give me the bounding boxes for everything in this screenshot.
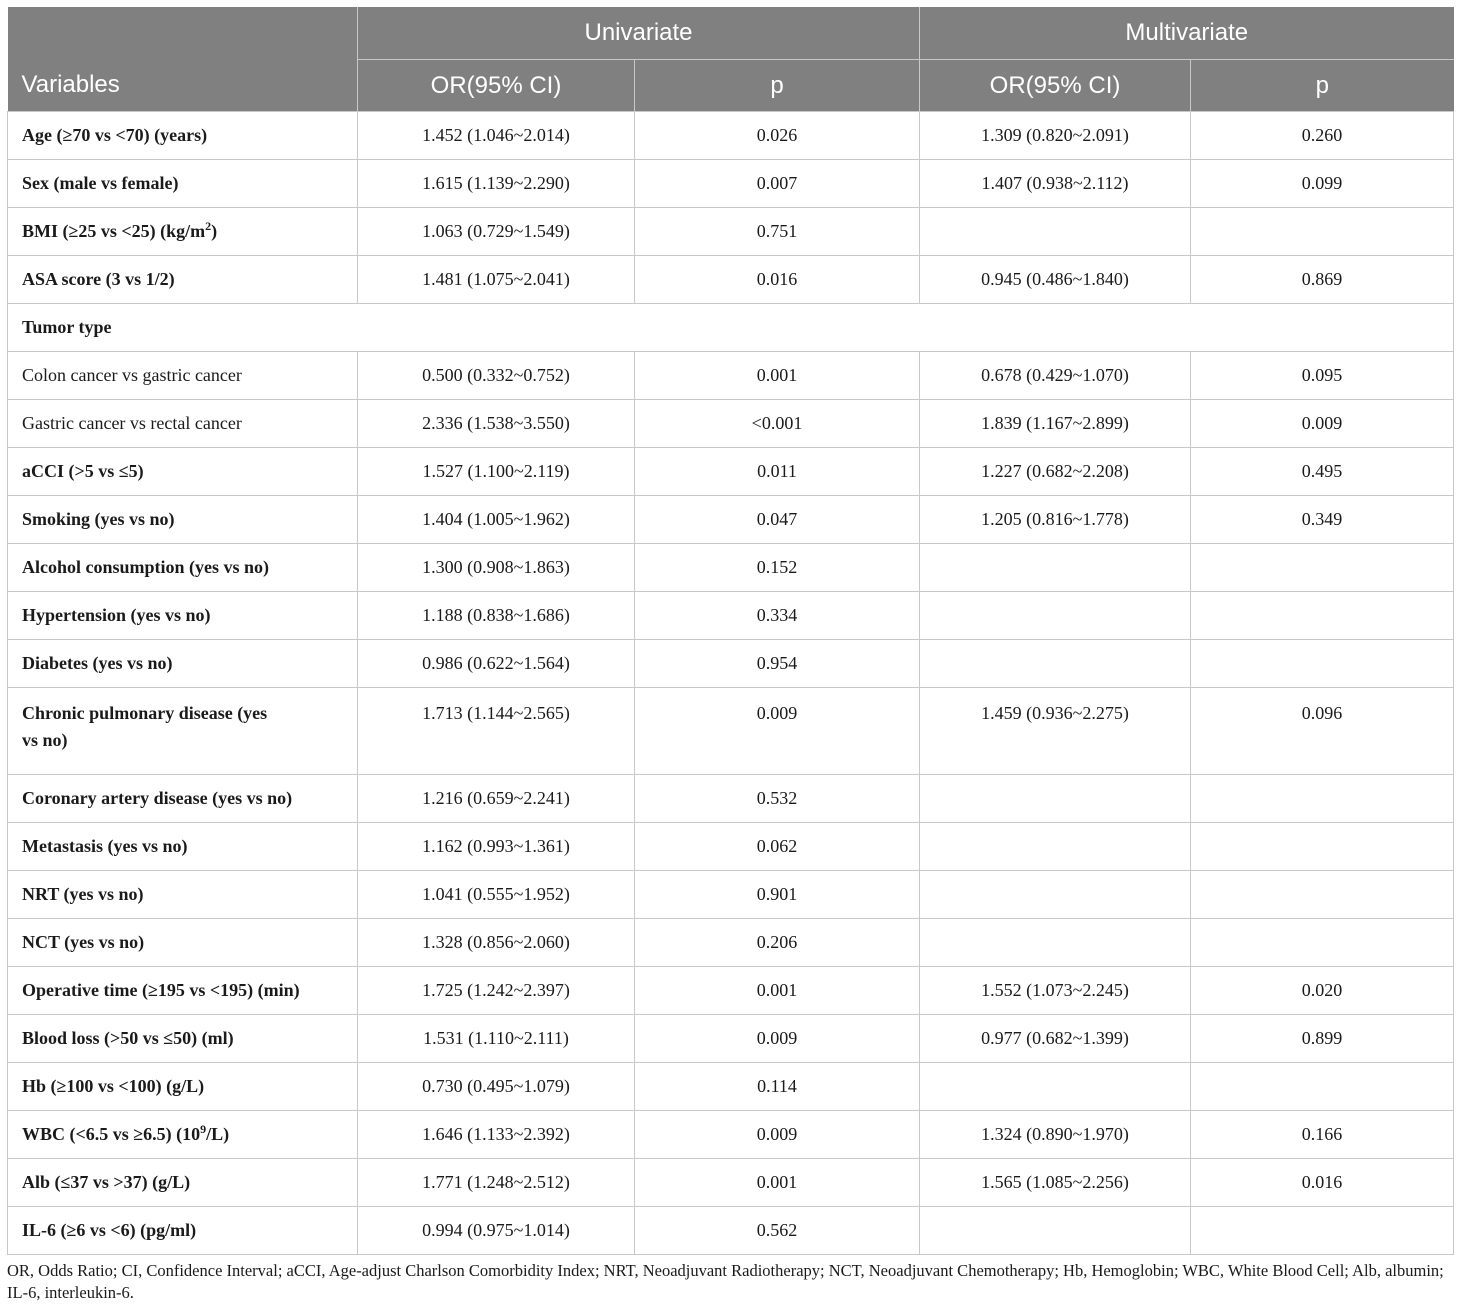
header-univariate-or: OR(95% CI) bbox=[358, 60, 635, 112]
multivariate-or: 1.205 (0.816~1.778) bbox=[920, 496, 1191, 544]
multivariate-p: 0.349 bbox=[1191, 496, 1454, 544]
row-label: aCCI (>5 vs ≤5) bbox=[8, 448, 358, 496]
multivariate-or: 1.407 (0.938~2.112) bbox=[920, 160, 1191, 208]
row-label bbox=[8, 1111, 358, 1159]
row-label-suffix: ) bbox=[211, 221, 218, 241]
row-label: Gastric cancer vs rectal cancer bbox=[8, 400, 358, 448]
multivariate-or: 1.552 (1.073~2.245) bbox=[920, 967, 1191, 1015]
univariate-p: 0.901 bbox=[635, 871, 920, 919]
row-label-line2: vs no) bbox=[22, 730, 68, 750]
multivariate-or bbox=[920, 871, 1191, 919]
row-label-text: BMI (≥25 vs <25) (kg/m bbox=[22, 221, 206, 241]
multivariate-or: 1.227 (0.682~2.208) bbox=[920, 448, 1191, 496]
multivariate-p bbox=[1191, 871, 1454, 919]
univariate-p: 0.206 bbox=[635, 919, 920, 967]
univariate-p: 0.954 bbox=[635, 640, 920, 688]
multivariate-or bbox=[920, 544, 1191, 592]
univariate-p: 0.001 bbox=[635, 352, 920, 400]
univariate-or: 1.527 (1.100~2.119) bbox=[358, 448, 635, 496]
row-label: Hypertension (yes vs no) bbox=[8, 592, 358, 640]
multivariate-p bbox=[1191, 1063, 1454, 1111]
multivariate-or bbox=[920, 208, 1191, 256]
univariate-p: 0.009 bbox=[635, 1015, 920, 1063]
row-label: Blood loss (>50 vs ≤50) (ml) bbox=[8, 1015, 358, 1063]
univariate-or: 0.986 (0.622~1.564) bbox=[358, 640, 635, 688]
table-row bbox=[8, 640, 1454, 688]
univariate-or: 1.713 (1.144~2.565) bbox=[358, 688, 635, 775]
multivariate-p: 0.099 bbox=[1191, 160, 1454, 208]
row-label: Coronary artery disease (yes vs no) bbox=[8, 775, 358, 823]
multivariate-p bbox=[1191, 544, 1454, 592]
univariate-p: 0.016 bbox=[635, 256, 920, 304]
univariate-p: <0.001 bbox=[635, 400, 920, 448]
table-row bbox=[8, 775, 1454, 823]
univariate-p: 0.047 bbox=[635, 496, 920, 544]
row-label: NCT (yes vs no) bbox=[8, 919, 358, 967]
multivariate-or: 1.309 (0.820~2.091) bbox=[920, 112, 1191, 160]
univariate-p: 0.001 bbox=[635, 1159, 920, 1207]
univariate-p: 0.026 bbox=[635, 112, 920, 160]
row-label: Hb (≥100 vs <100) (g/L) bbox=[8, 1063, 358, 1111]
multivariate-p: 0.096 bbox=[1191, 688, 1454, 775]
multivariate-or: 1.839 (1.167~2.899) bbox=[920, 400, 1191, 448]
multivariate-p bbox=[1191, 1207, 1454, 1255]
table-body bbox=[8, 112, 1454, 1255]
row-label: Age (≥70 vs <70) (years) bbox=[8, 112, 358, 160]
univariate-or: 1.615 (1.139~2.290) bbox=[358, 160, 635, 208]
row-label-suffix: /L) bbox=[206, 1124, 230, 1144]
table-row bbox=[8, 544, 1454, 592]
row-label: Metastasis (yes vs no) bbox=[8, 823, 358, 871]
multivariate-p: 0.016 bbox=[1191, 1159, 1454, 1207]
table-row bbox=[8, 1159, 1454, 1207]
multivariate-p: 0.009 bbox=[1191, 400, 1454, 448]
univariate-or: 1.725 (1.242~2.397) bbox=[358, 967, 635, 1015]
table-row bbox=[8, 160, 1454, 208]
univariate-p: 0.114 bbox=[635, 1063, 920, 1111]
univariate-or: 1.041 (0.555~1.952) bbox=[358, 871, 635, 919]
row-label-line1: Chronic pulmonary disease (yes bbox=[22, 703, 268, 723]
table-row bbox=[8, 1015, 1454, 1063]
table-row bbox=[8, 919, 1454, 967]
multivariate-or bbox=[920, 775, 1191, 823]
univariate-p: 0.009 bbox=[635, 688, 920, 775]
multivariate-or bbox=[920, 640, 1191, 688]
multivariate-or bbox=[920, 1063, 1191, 1111]
section-label-tumor-type: Tumor type bbox=[8, 304, 1454, 352]
multivariate-p: 0.899 bbox=[1191, 1015, 1454, 1063]
header-univariate: Univariate bbox=[358, 7, 920, 60]
table-footnote: OR, Odds Ratio; CI, Confidence Interval; aCCI, Age-adjust Charlson Comorbidity Index; NRT, Neoadjuvant Radiotherapy; NCT, Neoadjuvant Chemotherapy; Hb, Hemoglobin; WBC, White Blood Cell; Alb, albumin; IL-6, interleukin-6. bbox=[7, 1261, 1444, 1302]
multivariate-or bbox=[920, 1207, 1191, 1255]
multivariate-p bbox=[1191, 208, 1454, 256]
multivariate-or bbox=[920, 592, 1191, 640]
multivariate-p: 0.166 bbox=[1191, 1111, 1454, 1159]
table-row bbox=[8, 1207, 1454, 1255]
univariate-or: 0.500 (0.332~0.752) bbox=[358, 352, 635, 400]
univariate-or: 2.336 (1.538~3.550) bbox=[358, 400, 635, 448]
row-label: Sex (male vs female) bbox=[8, 160, 358, 208]
table-row bbox=[8, 1111, 1454, 1159]
multivariate-or: 1.565 (1.085~2.256) bbox=[920, 1159, 1191, 1207]
row-label-text: WBC (<6.5 vs ≥6.5) (10 bbox=[22, 1124, 201, 1144]
regression-table bbox=[7, 7, 1454, 1255]
multivariate-p bbox=[1191, 823, 1454, 871]
row-label: Alcohol consumption (yes vs no) bbox=[8, 544, 358, 592]
univariate-p: 0.001 bbox=[635, 967, 920, 1015]
row-label bbox=[8, 688, 358, 775]
row-label: ASA score (3 vs 1/2) bbox=[8, 256, 358, 304]
multivariate-p: 0.260 bbox=[1191, 112, 1454, 160]
row-label: Alb (≤37 vs >37) (g/L) bbox=[8, 1159, 358, 1207]
univariate-or: 1.162 (0.993~1.361) bbox=[358, 823, 635, 871]
row-label: Operative time (≥195 vs <195) (min) bbox=[8, 967, 358, 1015]
row-label: Diabetes (yes vs no) bbox=[8, 640, 358, 688]
table-row bbox=[8, 688, 1454, 775]
row-label: Smoking (yes vs no) bbox=[8, 496, 358, 544]
table-row bbox=[8, 448, 1454, 496]
multivariate-p: 0.095 bbox=[1191, 352, 1454, 400]
regression-table-container bbox=[7, 7, 1453, 1255]
univariate-p: 0.562 bbox=[635, 1207, 920, 1255]
univariate-or: 1.188 (0.838~1.686) bbox=[358, 592, 635, 640]
multivariate-p bbox=[1191, 592, 1454, 640]
multivariate-p: 0.495 bbox=[1191, 448, 1454, 496]
header-univariate-p: p bbox=[635, 60, 920, 112]
multivariate-p bbox=[1191, 919, 1454, 967]
multivariate-or: 1.459 (0.936~2.275) bbox=[920, 688, 1191, 775]
row-label: NRT (yes vs no) bbox=[8, 871, 358, 919]
univariate-or: 1.771 (1.248~2.512) bbox=[358, 1159, 635, 1207]
univariate-or: 1.404 (1.005~1.962) bbox=[358, 496, 635, 544]
univariate-p: 0.751 bbox=[635, 208, 920, 256]
table-row bbox=[8, 352, 1454, 400]
header-multivariate-or: OR(95% CI) bbox=[920, 60, 1191, 112]
univariate-or: 1.063 (0.729~1.549) bbox=[358, 208, 635, 256]
table-row bbox=[8, 967, 1454, 1015]
multivariate-or: 0.678 (0.429~1.070) bbox=[920, 352, 1191, 400]
univariate-or: 1.646 (1.133~2.392) bbox=[358, 1111, 635, 1159]
univariate-or: 0.730 (0.495~1.079) bbox=[358, 1063, 635, 1111]
header-variables: Variables bbox=[8, 7, 358, 112]
univariate-p: 0.152 bbox=[635, 544, 920, 592]
univariate-or: 0.994 (0.975~1.014) bbox=[358, 1207, 635, 1255]
multivariate-p: 0.020 bbox=[1191, 967, 1454, 1015]
univariate-or: 1.452 (1.046~2.014) bbox=[358, 112, 635, 160]
univariate-p: 0.062 bbox=[635, 823, 920, 871]
univariate-p: 0.009 bbox=[635, 1111, 920, 1159]
superscript: 9 bbox=[200, 1122, 207, 1136]
univariate-p: 0.334 bbox=[635, 592, 920, 640]
univariate-p: 0.532 bbox=[635, 775, 920, 823]
multivariate-p: 0.869 bbox=[1191, 256, 1454, 304]
multivariate-or: 0.977 (0.682~1.399) bbox=[920, 1015, 1191, 1063]
multivariate-p bbox=[1191, 775, 1454, 823]
table-header bbox=[8, 7, 1454, 112]
table-row-section bbox=[8, 304, 1454, 352]
row-label: IL-6 (≥6 vs <6) (pg/ml) bbox=[8, 1207, 358, 1255]
header-multivariate: Multivariate bbox=[920, 7, 1454, 60]
multivariate-or: 0.945 (0.486~1.840) bbox=[920, 256, 1191, 304]
univariate-or: 1.300 (0.908~1.863) bbox=[358, 544, 635, 592]
row-label: Colon cancer vs gastric cancer bbox=[8, 352, 358, 400]
table-row bbox=[8, 256, 1454, 304]
table-row bbox=[8, 112, 1454, 160]
table-row bbox=[8, 871, 1454, 919]
table-row bbox=[8, 1063, 1454, 1111]
table-row bbox=[8, 592, 1454, 640]
multivariate-or bbox=[920, 919, 1191, 967]
univariate-p: 0.007 bbox=[635, 160, 920, 208]
univariate-or: 1.531 (1.110~2.111) bbox=[358, 1015, 635, 1063]
table-row bbox=[8, 208, 1454, 256]
multivariate-p bbox=[1191, 640, 1454, 688]
univariate-p: 0.011 bbox=[635, 448, 920, 496]
table-row bbox=[8, 823, 1454, 871]
table-row bbox=[8, 496, 1454, 544]
univariate-or: 1.481 (1.075~2.041) bbox=[358, 256, 635, 304]
multivariate-or: 1.324 (0.890~1.970) bbox=[920, 1111, 1191, 1159]
table-row bbox=[8, 400, 1454, 448]
superscript: 2 bbox=[205, 219, 212, 233]
multivariate-or bbox=[920, 823, 1191, 871]
univariate-or: 1.216 (0.659~2.241) bbox=[358, 775, 635, 823]
header-multivariate-p: p bbox=[1191, 60, 1454, 112]
univariate-or: 1.328 (0.856~2.060) bbox=[358, 919, 635, 967]
row-label bbox=[8, 208, 358, 256]
